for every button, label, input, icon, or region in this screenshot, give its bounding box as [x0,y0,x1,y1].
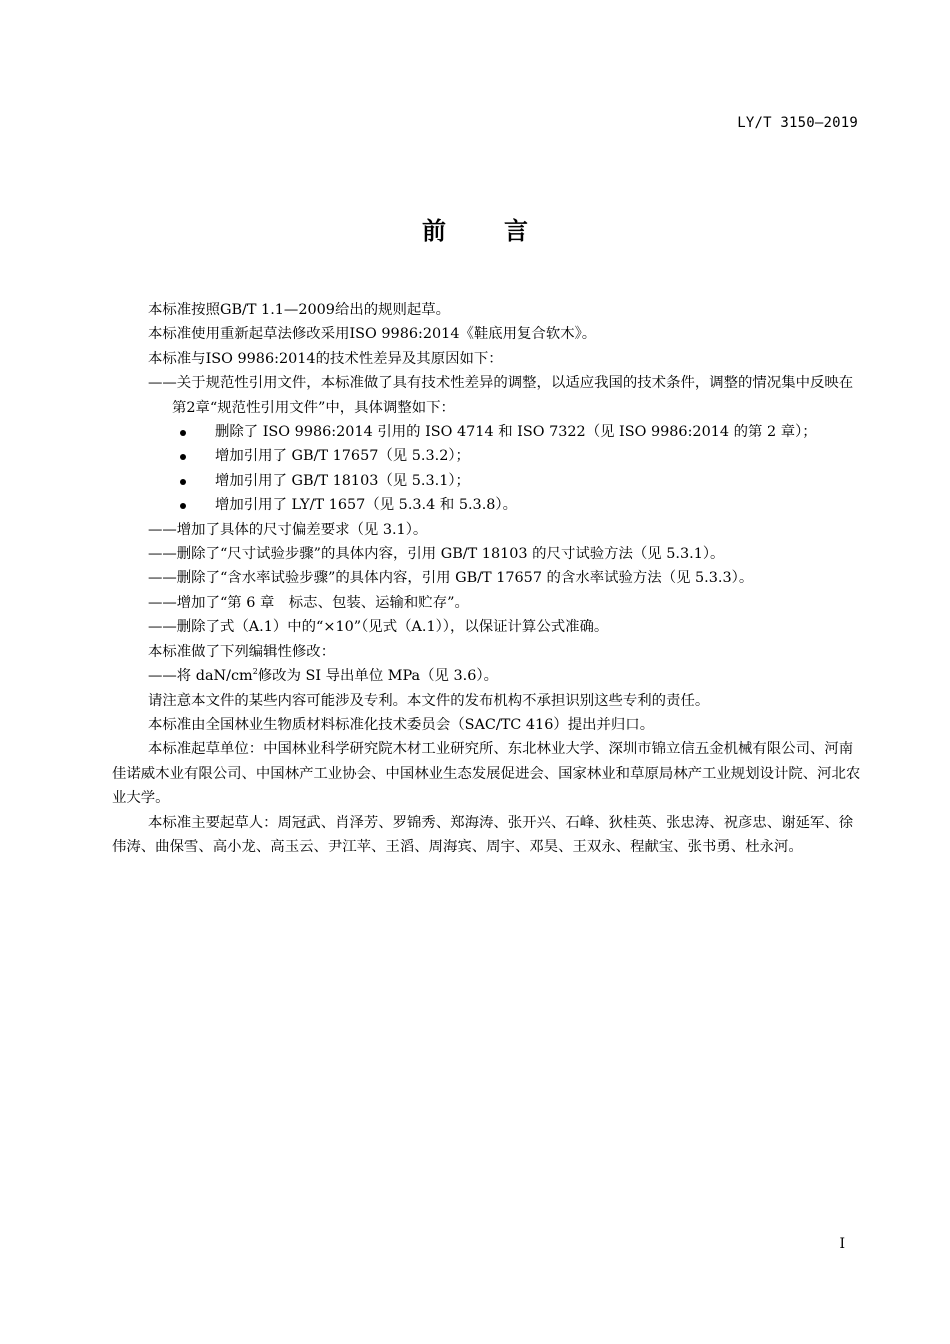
dash-item-chapter-6: ——增加了“第 6 章 标志、包装、运输和贮存”。 [148,594,469,611]
dash-item-moisture-test: ——删除了“含水率试验步骤”的具体内容，引用 GB/T 17657 的含水率试验方法（见 5.3.3）。 [148,570,754,587]
document-body [112,298,862,859]
standard-code: LY/T 3150—2019 [737,115,858,131]
page-number: I [839,1236,845,1252]
list-item: 删除了 ISO 9986:2014 引用的 ISO 4714 和 ISO 7322（见 ISO 9986:2014 的第 2 章）； [112,420,862,444]
paragraph-patent-notice: 请注意本文件的某些内容可能涉及专利。本文件的发布机构不承担识别这些专利的责任。 [148,692,710,709]
bullet-icon [180,454,186,460]
paragraph-proposer: 本标准由全国林业生物质材料标准化技术委员会（SAC/TC 416）提出并归口。 [148,716,655,733]
paragraph-drafting-rules: 本标准按照GB/T 1.1—2009给出的规则起草。 [148,302,451,318]
bullet-icon [180,503,186,509]
list-item: 增加引用了 GB/T 18103（见 5.3.1）； [112,469,862,493]
paragraph-drafters: 本标准主要起草人：周冠武、肖泽芳、罗锦秀、郑海涛、张开兴、石峰、狄桂英、张忠涛、祝彦忠、谢延军、徐伟涛、曲保雪、高小龙、高玉云、尹江苹、王滔、周海宾、周宇、邓昊、王双永、程献宝、张书勇、杜永河。 [112,814,854,855]
paragraph-differences-intro: 本标准与ISO 9986:2014的技术性差异及其原因如下： [148,350,503,367]
paragraph-drafting-units: 本标准起草单位：中国林业科学研究院木材工业研究所、东北林业大学、深圳市锦立信五金机械有限公司、河南佳诺威木业有限公司、中国林产工业协会、中国林业生态发展促进会、国家林业和草原局林产工业规划设计院、河北农业大学。 [112,741,861,807]
title-char-1: 前 [422,217,446,245]
paragraph-adoption: 本标准使用重新起草法修改采用ISO 9986:2014《鞋底用复合软木》。 [148,326,597,343]
bullet-list-reference-changes [112,420,862,518]
title-char-2: 言 [504,217,528,245]
page-title [0,211,950,246]
list-item: 增加引用了 LY/T 1657（见 5.3.4 和 5.3.8）。 [112,493,862,517]
dash-item-dimension-test: ——删除了“尺寸试验步骤”的具体内容，引用 GB/T 18103 的尺寸试验方法（见 5.3.1）。 [148,546,725,563]
dash-item-references: ——关于规范性引用文件，本标准做了具有技术性差异的调整，以适应我国的技术条件，调整的情况集中反映在第2章“规范性引用文件”中，具体调整如下： [148,375,854,416]
list-item: 增加引用了 GB/T 17657（见 5.3.2）； [112,444,862,468]
dash-item-tolerance: ——增加了具体的尺寸偏差要求（见 3.1）。 [148,521,428,538]
bullet-icon [180,479,186,485]
bullet-icon [180,430,186,436]
dash-item-unit-change: ——将 daN/$cm^2$修改为 SI 导出单位 MPa（见 3.6）。 [148,667,498,685]
dash-item-formula: ——删除了式（A.1）中的“×10”（见式（A.1）），以保证计算公式准确。 [148,619,609,636]
paragraph-editorial-intro: 本标准做了下列编辑性修改： [148,643,336,660]
